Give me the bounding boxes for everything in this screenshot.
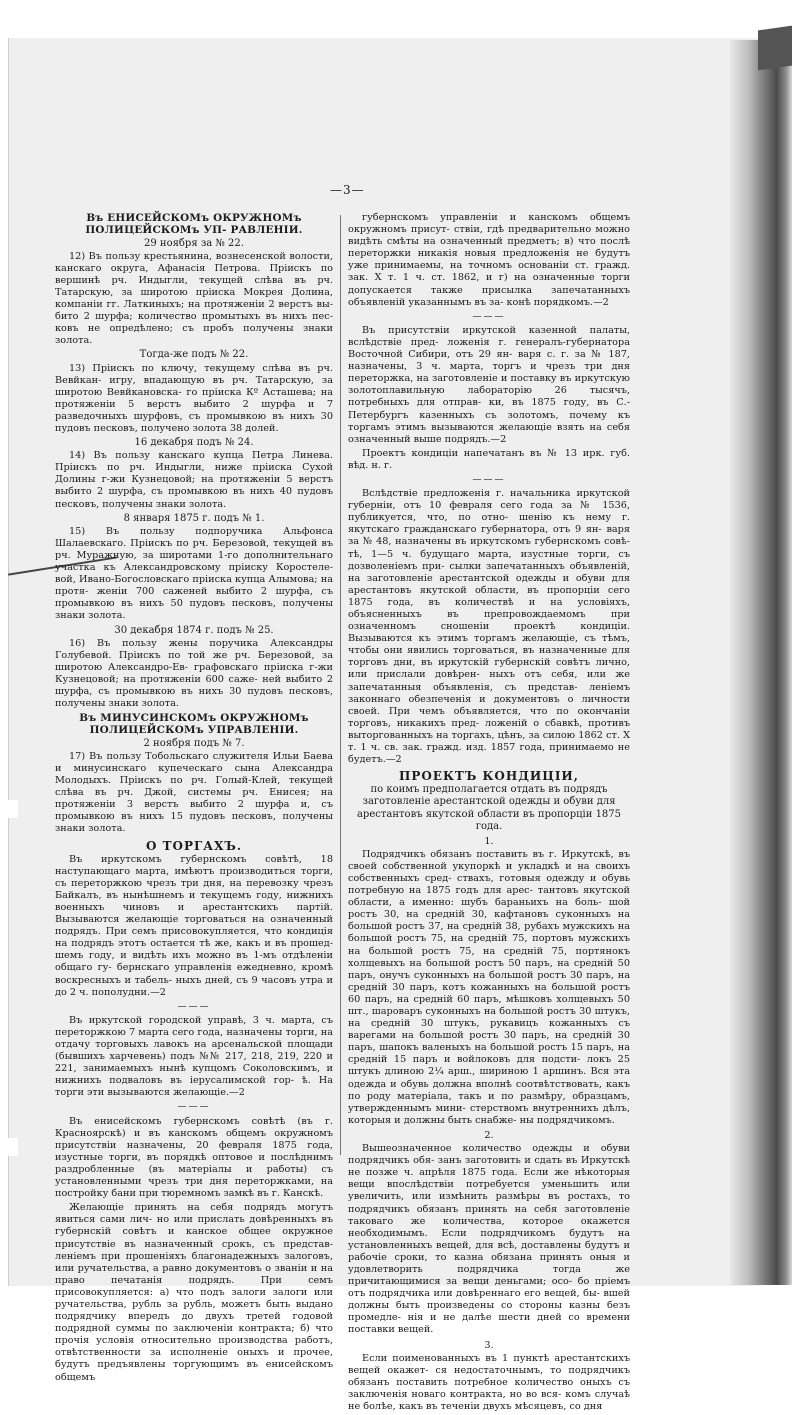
entry-date: 30 декабря 1874 г. подъ № 25.: [114, 624, 274, 636]
paragraph: 13) Пріискъ по ключу, текущему слѣва въ рч. Вевйкан- игру, впадающую въ рч. Татарскую, за широтою Вевйкановска- го пріиска Кº Асташева; на протяженіи 5 верстъ выбито 2 шурфа и 7 разведочныхъ шурфовъ, съ промывкою въ нихъ 30 пудовъ песковъ, получено золота 38 долей.: [55, 362, 333, 434]
paragraph: Въ присутствіи иркутской казенной палаты, вслѣдствіе пред- ложенія г. генералъ-губернатора Восточной Сибири, отъ 29 ян- варя с. г. за № 187, назначены, 3 ч. марта, торгъ и чрезъ три дня переторжка, на заготовленіе и поставку въ иркутскую золотоплавильную лабораторію 26 тысячъ, потребныхъ для отправ- ки, въ 1875 году, въ С.-Петербургъ казенныхъ съ золотомъ, почему къ торгамъ этимъ вызываются желающіе взять на себя означенный выше подрядъ.—2: [348, 324, 630, 445]
paragraph: 14) Въ пользу канскаго купца Петра Линева. Пріискъ по рч. Индыгли, ниже пріиска Сухой Долины г-жи Кузнецовой; на протяженіи 5 верстъ выбито 2 шурфа, съ промывкою въ нихъ 40 пудовъ песковъ, получены знаки золота.: [55, 450, 333, 510]
entry-date: Тогда-же подъ № 22.: [139, 349, 249, 361]
clause-number: 2.: [484, 1129, 494, 1141]
paragraph: Если поименованныхъ въ 1 пунктѣ арестантскихъ вещей окажет- ся недостаточнымъ, то подрядчикъ обязанъ поставить потребное количество оныхъ съ заключенія новаго контракта, но во вся- комъ случаѣ не болѣе, какъ въ теченіи двухъ мѣсяцевъ, со дня: [348, 1352, 630, 1412]
paragraph: 16) Въ пользу жены поручика Александры Голубевой. Пріискъ по той же рч. Березовой, за широтою Александро-Ев- графовскаго пріиска г-жи Кузнецовой; на протяженіи 600 саже- ней выбито 2 шурфа, съ промывкою въ нихъ 30 пудовъ песковъ, получены знаки золота.: [55, 637, 333, 710]
paragraph: 17) Въ пользу Тобольскаго служителя Ильи Баева и минусинскаго купеческаго сына Александра Молодыхъ. Пріискъ по рч. Голый-Клей, текущей слѣва въ рч. Джой, системы рч. Енисея; на протяженіи 3 верстъ выбито 2 шурфа и, съ промывкою въ нихъ 15 пудовъ песковъ, получены знаки золота.: [55, 750, 333, 835]
section-title: О ТОРГАХЪ.: [145, 838, 243, 853]
paragraph: Желающіе принять на себя подрядъ могутъ явиться сами лич- но или прислать довѣренныхъ въ губернскій совѣтъ и канское общее окружное присутствіе въ назначенный срокъ, съ представ- леніемъ при прошеніяхъ благонадежныхъ залоговъ, или ручательства, а равно документовъ о званіи и на право печатанія подрядъ. При семъ присовокупляется: а) что подъ залоги залоги или ручательства, рубль за рубль, можетъ быть выдано подрядчику впередъ до двухъ третей годовой подрядной суммы по заключеніи контракта; б) что прочія условія относительно производства работъ, отвѣтственности за исполненіе оныхъ и прочее, будутъ предъявлены торгующимъ въ енисейскомъ общемъ: [55, 1202, 333, 1383]
entry-date: 2 ноября подъ № 7.: [143, 737, 245, 749]
binding-corner: [758, 26, 792, 71]
paragraph: Подрядчикъ обязанъ поставить въ г. Иркутскѣ, въ своей собственной укупоркѣ и укладкѣ и на своихъ собственныхъ сред- ствахъ, готовыя одежду и обувь потребную на 1875 годъ для арес- тантовъ якутской области, а именно: шубъ бараньихъ на боль- шой ростъ 30, на средній 30, кафтановъ суконныхъ на большой ростъ 37, на средній 38, рубахъ мужскихъ на большой ростъ 75, на средній 75, портовъ мужскихъ на большой ростъ 75, на средній 75, портянокъ холщевыхъ на большой ростъ 50 паръ, на средній 50 паръ, онучъ суконныхъ на большой ростъ 30 паръ, на средній 30 паръ, котъ кожанныхъ на большой ростъ 60 паръ, на средній 60 паръ, мѣшковъ холщевыхъ 50 шт., шароваръ суконныхъ на большой ростъ 30 штукъ, на средній 30 штукъ, рукавицъ кожанныхъ съ варегами на большой ростъ 30 паръ, на средній 30 паръ, шапокъ валеныхъ на большой ростъ 15 паръ, на средній 15 паръ и войлоковъ для подсти- локъ 25 штукъ длиною 2¼ арш., шириною 1 аршинъ. Вся эта одежда и обувь должна вполнѣ соотвѣтствовать, какъ по роду матеріала, такъ и по размѣру, образцамъ, утвержденнымъ мини- стерствомъ внутреннихъ дѣлъ, которыя и должны быть снабже- ны подрядчикомъ.: [348, 848, 630, 1126]
paragraph: губернскомъ управленіи и канскомъ общемъ окружномъ присут- ствіи, гдѣ предварительно можно видѣть смѣты на означенный предметъ; в) что послѣ переторжки никакія новыя предложенія не будутъ уже принимаемы, на точномъ основаніи ст. гражд. зак. Х т. 1 ч. ст. 1862, и г) на означенные торги допускается также присылка запечатанныхъ объявленій указаннымъ въ за- конѣ порядкомъ.—2: [348, 212, 630, 308]
paragraph: 15) Въ пользу подпоручика Альфонса Шалаевскаго. Пріискъ по рч. Березовой, текущей въ рч. Муражную, за широтами 1-го дополнительнаго участка къ Александровскому пріиску Коростеле- вой, Ивано-Богословскаго пріиска купца Алымова; на протя- женіи 700 саженей выбито 2 шурфа, съ промывкою въ нихъ 50 пудовъ песковъ, получены знаки золота.: [55, 525, 333, 622]
section-title: ПРОЕКТЪ КОНДИЦІИ,: [399, 769, 579, 784]
binding-edge: [730, 40, 792, 1285]
paragraph: Въ иркутскомъ губернскомъ совѣтѣ, 18 наступающаго марта, имѣютъ производиться торги, съ переторжкою чрезъ три дня, на перевозку чрезъ Байкалъ, въ нынѣшнемъ и текущемъ году, нижнихъ военныхъ чиновъ и арестантскихъ партій. Вызываются желающіе торговаться на означенный подрядъ. При семъ присовокупляется, что кондиція на подрядъ этотъ остается тѣ же, какъ и въ прошед- шемъ году, и видѣть ихъ можно въ 1-мъ отдѣленіи общаго гу- бернскаго управленія ежедневно, кромѣ воскресныхъ и табель- ныхъ дней, съ 9 часовъ утра и до 2 ч. пополудни.—2: [55, 853, 333, 998]
paragraph: Въ енисейскомъ губернскомъ совѣтѣ (въ г. Красноярскѣ) и въ канскомъ общемъ окружномъ присутствіи назначены, 20 февраля 1875 года, изустные торги, въ порядкѣ оптовое и послѣднимъ раздробленные (въ матеріалы и работы) съ установленными чрезъ три дня переторжками, на постройку бани при тюремномъ замкѣ въ г. Канскѣ.: [55, 1115, 333, 1200]
clause-number: 3.: [484, 1339, 494, 1351]
right-column: [348, 212, 630, 1415]
entry-date: 16 декабря подъ № 24.: [134, 437, 254, 449]
paragraph: Вслѣдствіе предложенія г. начальника иркутской губерніи, отъ 10 февраля сего года за № 1536, публикуется, что, по отно- шенію къ нему г. якутскаго гражданскаго губернатора, отъ 9 ян- варя за № 48, назначены въ иркутскомъ губернскомъ совѣ- тѣ, 1—5 ч. будущаго марта, изустные торги, съ дозволеніемъ при- сылки запечатанныхъ объявленій, на заготовленіе арестантской одежды и обуви для арестантовъ якутской области, въ пропорціи сего 1875 года, въ количествѣ и на условіяхъ, объясненныхъ въ препровождаемомъ при означенномъ сношеніи проектѣ кондиціи. Вызываются къ этимъ торгамъ желающіе, съ тѣмъ, чтобы они явились торговаться, въ назначенные для торговъ дни, въ иркутскій губернскій совѣтъ лично, или прислали довѣрен- ныхъ отъ себя, или же запечатанныя объявленія, съ представ- леніемъ законнаго обезпеченія и документовъ о личности своей. При чемъ объявляется, что по окончаніи торговъ, никакихъ пред- ложеній о сбавкѣ, противъ выторгованныхъ на торгахъ, цѣнъ, за силою 1862 ст. Х т. 1 ч. св. зак. гражд. изд. 1857 года, принимаемо не будетъ.—2: [348, 488, 630, 766]
subtitle: по коимъ предполагается отдать въ подрядъ заготовленіе арестантской одежды и обуви для арестантовъ якутской области въ пропорціи 1875 года.: [356, 784, 622, 832]
entry-date: 29 ноября за № 22.: [144, 237, 244, 249]
paragraph: Вышеозначенное количество одежды и обуви подрядчикъ обя- занъ заготовить и сдать въ Иркутскѣ не позже ч. апрѣля 1875 года. Если же нѣкоторыя вещи впослѣдствіи потребуется уменьшить или увеличить, или измѣнить размѣры въ ростахъ, то подрядчикъ обязанъ принять на себя заготовленіе таковаго же количества, которое окажется необходимымъ. Если подрядчикомъ будутъ на установленныхъ вещей, для всѣ, доставлены будутъ и рабочіе сроки, то казна обязана принять оныя и удовлетворить подрядчика тогда же причитающимися за вещи деньгами; осо- бо пріемъ отъ подрядчика или довѣреннаго его вещей, бы- вшей должны быть произведены со стороны казны безъ промедле- нія и не далѣе шести дней со времени поставки вещей.: [348, 1143, 630, 1336]
paragraph: 12) Въ пользу крестьянина, вознесенской волости, канскаго округа, Афанасія Петрова. Пріискъ по вершинѣ рч. Индыгли, текущей слѣва въ рч. Татарскую, за широтою пріиска Мокрея Долина, компаніи гг. Латкиныхъ; на протяженіи 2 верстъ вы- бито 2 шурфа; количество промытыхъ въ нихъ пес- ковъ не опредѣлено; съ пробъ получены знаки золота.: [55, 250, 333, 347]
page-number: —3—: [330, 183, 365, 197]
left-column: [55, 212, 333, 1386]
clause-number: 1.: [484, 835, 494, 847]
note: Проектъ кондиціи напечатанъ въ № 13 ирк. губ. вѣд. н. г.: [348, 447, 630, 471]
column-divider: [340, 215, 341, 1155]
section-heading: Въ МИНУСИНСКОМъ ОКРУЖНОМъ ПОЛИЦЕЙСКОМъ УПРАВЛЕНІИ.: [79, 712, 309, 737]
separator: ———: [177, 1001, 211, 1012]
separator: ———: [472, 474, 506, 485]
separator: ———: [472, 311, 506, 322]
entry-date: 8 января 1875 г. подъ № 1.: [123, 512, 265, 524]
section-heading: Въ ЕНИСЕЙСКОМъ ОКРУЖНОМъ ПОЛИЦЕЙСКОМъ УП- РАВЛЕНІИ.: [85, 212, 303, 237]
separator: ———: [177, 1102, 211, 1113]
paragraph: Въ иркутской городской управѣ, 3 ч. марта, съ переторжкою 7 марта сего года, назначены торги, на отдачу торговыхъ лавокъ на арсенальской площади (бывшихъ харчевень) подъ №№ 217, 218, 219, 220 и 221, занимаемыхъ нынѣ купцомъ Соколовскимъ, и нижнихъ подваловъ въ іерусалимской гор- ѣ. На торги эти вызываются желающіе.—2: [55, 1014, 333, 1099]
margin-tear: [8, 1138, 18, 1156]
margin-tear: [8, 800, 18, 818]
